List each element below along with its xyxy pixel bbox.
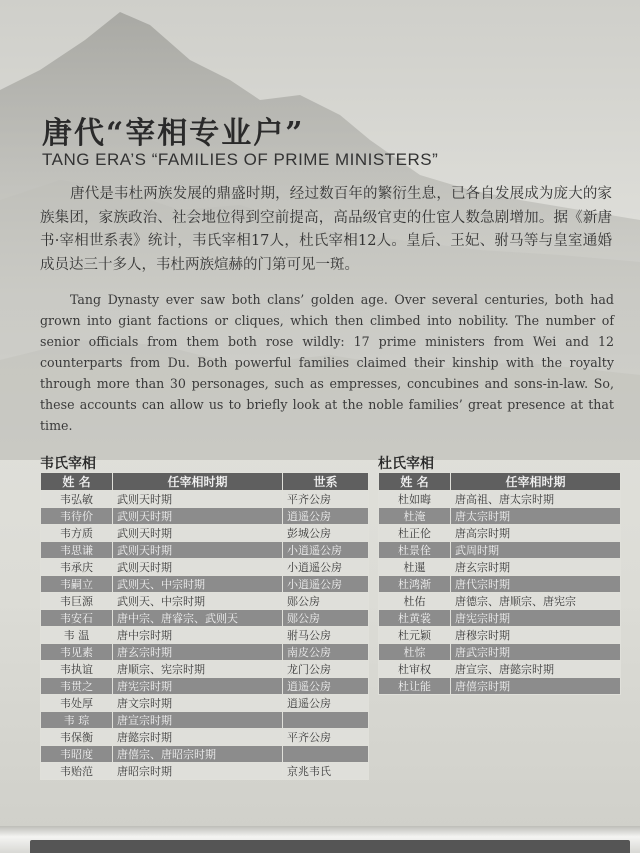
table-header-row bbox=[379, 473, 621, 491]
cell-term: 唐僖宗时期 bbox=[451, 678, 621, 695]
cell-term: 唐宣宗时期 bbox=[113, 712, 283, 729]
du-prime-ministers-table bbox=[378, 472, 621, 695]
cell-lineage: 小逍遥公房 bbox=[283, 576, 369, 593]
cell-term: 武周时期 bbox=[451, 542, 621, 559]
table-row bbox=[41, 491, 369, 508]
cell-term: 唐宪宗时期 bbox=[451, 610, 621, 627]
cell-name: 韦贯之 bbox=[41, 678, 113, 695]
cell-name: 韦弘敏 bbox=[41, 491, 113, 508]
cell-term: 唐宣宗、唐懿宗时期 bbox=[451, 661, 621, 678]
table-row bbox=[41, 627, 369, 644]
cell-name: 韦待价 bbox=[41, 508, 113, 525]
cell-name: 韦保衡 bbox=[41, 729, 113, 746]
cell-lineage: 南皮公房 bbox=[283, 644, 369, 661]
cell-term: 唐玄宗时期 bbox=[113, 644, 283, 661]
cell-name: 韦思谦 bbox=[41, 542, 113, 559]
column-header-term: 任宰相时期 bbox=[113, 473, 283, 491]
column-header-lineage: 世系 bbox=[283, 473, 369, 491]
table-row bbox=[41, 576, 369, 593]
cell-name: 杜如晦 bbox=[379, 491, 451, 508]
cell-name: 韦巨源 bbox=[41, 593, 113, 610]
table-row bbox=[379, 542, 621, 559]
cell-term: 唐玄宗时期 bbox=[451, 559, 621, 576]
cell-lineage: 小逍遥公房 bbox=[283, 559, 369, 576]
page-title: 唐代“宰相专业户” bbox=[42, 116, 305, 151]
cell-term: 唐顺宗、宪宗时期 bbox=[113, 661, 283, 678]
cell-lineage: 逍遥公房 bbox=[283, 678, 369, 695]
cell-name: 韦处厚 bbox=[41, 695, 113, 712]
display-frame-strip bbox=[30, 840, 630, 853]
cell-term: 武则天时期 bbox=[113, 525, 283, 542]
cell-term: 唐文宗时期 bbox=[113, 695, 283, 712]
cell-name: 韦方质 bbox=[41, 525, 113, 542]
intro-paragraph-english: Tang Dynasty ever saw both clans’ golden age. Over several centuries, both had grown into giant factions or cliques, which then climbed into nobility. The number of senior officials from them both rose wildly: 17 prime ministers from Wei and 12 counterparts from Du. Both powerful families claimed their kinship with the royalty through more than 30 personages, such as empresses, concubines and sons-in-law. So, these accounts can allow us to briefly look at the noble families’ great presence at that time. bbox=[40, 292, 614, 433]
cell-name: 杜暹 bbox=[379, 559, 451, 576]
cell-name: 韦执谊 bbox=[41, 661, 113, 678]
table-row bbox=[41, 559, 369, 576]
cell-lineage: 京兆韦氏 bbox=[283, 763, 369, 780]
cell-lineage: 郧公房 bbox=[283, 610, 369, 627]
cell-name: 韦 琮 bbox=[41, 712, 113, 729]
cell-name: 韦昭度 bbox=[41, 746, 113, 763]
table-row bbox=[41, 746, 369, 763]
wei-table-title: 韦氏宰相 bbox=[40, 456, 96, 472]
table-header-row bbox=[41, 473, 369, 491]
cell-term: 武则天、中宗时期 bbox=[113, 593, 283, 610]
cell-lineage bbox=[283, 746, 369, 763]
column-header-name: 姓 名 bbox=[379, 473, 451, 491]
table-row bbox=[41, 610, 369, 627]
cell-term: 唐太宗时期 bbox=[451, 508, 621, 525]
cell-name: 韦安石 bbox=[41, 610, 113, 627]
cell-lineage: 彭城公房 bbox=[283, 525, 369, 542]
cell-term: 唐宪宗时期 bbox=[113, 678, 283, 695]
cell-term: 唐僖宗、唐昭宗时期 bbox=[113, 746, 283, 763]
cell-name: 韦嗣立 bbox=[41, 576, 113, 593]
cell-name: 韦贻范 bbox=[41, 763, 113, 780]
cell-name: 杜正伦 bbox=[379, 525, 451, 542]
table-row bbox=[379, 559, 621, 576]
column-header-name: 姓 名 bbox=[41, 473, 113, 491]
column-header-term: 任宰相时期 bbox=[451, 473, 621, 491]
cell-term: 唐高祖、唐太宗时期 bbox=[451, 491, 621, 508]
cell-term: 唐中宗时期 bbox=[113, 627, 283, 644]
table-row bbox=[379, 491, 621, 508]
cell-name: 杜鸿渐 bbox=[379, 576, 451, 593]
intro-paragraph-chinese: 唐代是韦杜两族发展的鼎盛时期，经过数百年的繁衍生息，已各自发展成为庞大的家族集团，家族政治、社会地位得到空前提高，高品级官吏的仕宦人数急剧增加。据《新唐书·宰相世系表》统计，韦氏宰相17人，杜氏宰相12人。皇后、王妃、驸马等与皇室通婚成员达三十多人，韦杜两族煊赫的门第可见一斑。 bbox=[40, 186, 612, 273]
cell-term: 武则天时期 bbox=[113, 491, 283, 508]
cell-name: 杜佑 bbox=[379, 593, 451, 610]
cell-lineage: 郧公房 bbox=[283, 593, 369, 610]
cell-term: 唐穆宗时期 bbox=[451, 627, 621, 644]
cell-term: 唐懿宗时期 bbox=[113, 729, 283, 746]
table-row bbox=[379, 508, 621, 525]
table-row bbox=[41, 508, 369, 525]
cell-term: 武则天、中宗时期 bbox=[113, 576, 283, 593]
cell-name: 杜悰 bbox=[379, 644, 451, 661]
cell-name: 韦 温 bbox=[41, 627, 113, 644]
table-row bbox=[379, 661, 621, 678]
table-row bbox=[41, 661, 369, 678]
cell-term: 唐武宗时期 bbox=[451, 644, 621, 661]
table-row bbox=[41, 729, 369, 746]
table-row bbox=[379, 593, 621, 610]
table-row bbox=[41, 712, 369, 729]
table-row bbox=[379, 525, 621, 542]
cell-lineage: 驸马公房 bbox=[283, 627, 369, 644]
table-row bbox=[379, 576, 621, 593]
cell-term: 武则天时期 bbox=[113, 508, 283, 525]
table-row bbox=[379, 644, 621, 661]
cell-lineage: 逍遥公房 bbox=[283, 695, 369, 712]
cell-term: 唐高宗时期 bbox=[451, 525, 621, 542]
table-row bbox=[41, 644, 369, 661]
cell-name: 杜淹 bbox=[379, 508, 451, 525]
cell-term: 唐代宗时期 bbox=[451, 576, 621, 593]
table-row bbox=[41, 678, 369, 695]
cell-name: 韦见素 bbox=[41, 644, 113, 661]
cell-term: 武则天时期 bbox=[113, 542, 283, 559]
table-row bbox=[41, 525, 369, 542]
cell-name: 杜审权 bbox=[379, 661, 451, 678]
du-table-title: 杜氏宰相 bbox=[378, 456, 434, 472]
cell-lineage bbox=[283, 712, 369, 729]
cell-name: 杜景佺 bbox=[379, 542, 451, 559]
cell-name: 杜黄裳 bbox=[379, 610, 451, 627]
cell-lineage: 平齐公房 bbox=[283, 729, 369, 746]
table-row bbox=[41, 695, 369, 712]
table-row bbox=[379, 610, 621, 627]
table-row bbox=[379, 678, 621, 695]
cell-term: 唐中宗、唐睿宗、武则天 bbox=[113, 610, 283, 627]
cell-term: 唐德宗、唐顺宗、唐宪宗 bbox=[451, 593, 621, 610]
cell-lineage: 小逍遥公房 bbox=[283, 542, 369, 559]
table-row bbox=[41, 763, 369, 780]
cell-name: 杜让能 bbox=[379, 678, 451, 695]
page-title-english: TANG ERA’S “FAMILIES OF PRIME MINISTERS” bbox=[42, 150, 439, 169]
table-row bbox=[41, 542, 369, 559]
table-row bbox=[379, 627, 621, 644]
cell-term: 武则天时期 bbox=[113, 559, 283, 576]
cell-term: 唐昭宗时期 bbox=[113, 763, 283, 780]
cell-lineage: 逍遥公房 bbox=[283, 508, 369, 525]
cell-lineage: 平齐公房 bbox=[283, 491, 369, 508]
cell-name: 杜元颖 bbox=[379, 627, 451, 644]
cell-lineage: 龙门公房 bbox=[283, 661, 369, 678]
table-row bbox=[41, 593, 369, 610]
cell-name: 韦承庆 bbox=[41, 559, 113, 576]
wei-prime-ministers-table bbox=[40, 472, 369, 780]
